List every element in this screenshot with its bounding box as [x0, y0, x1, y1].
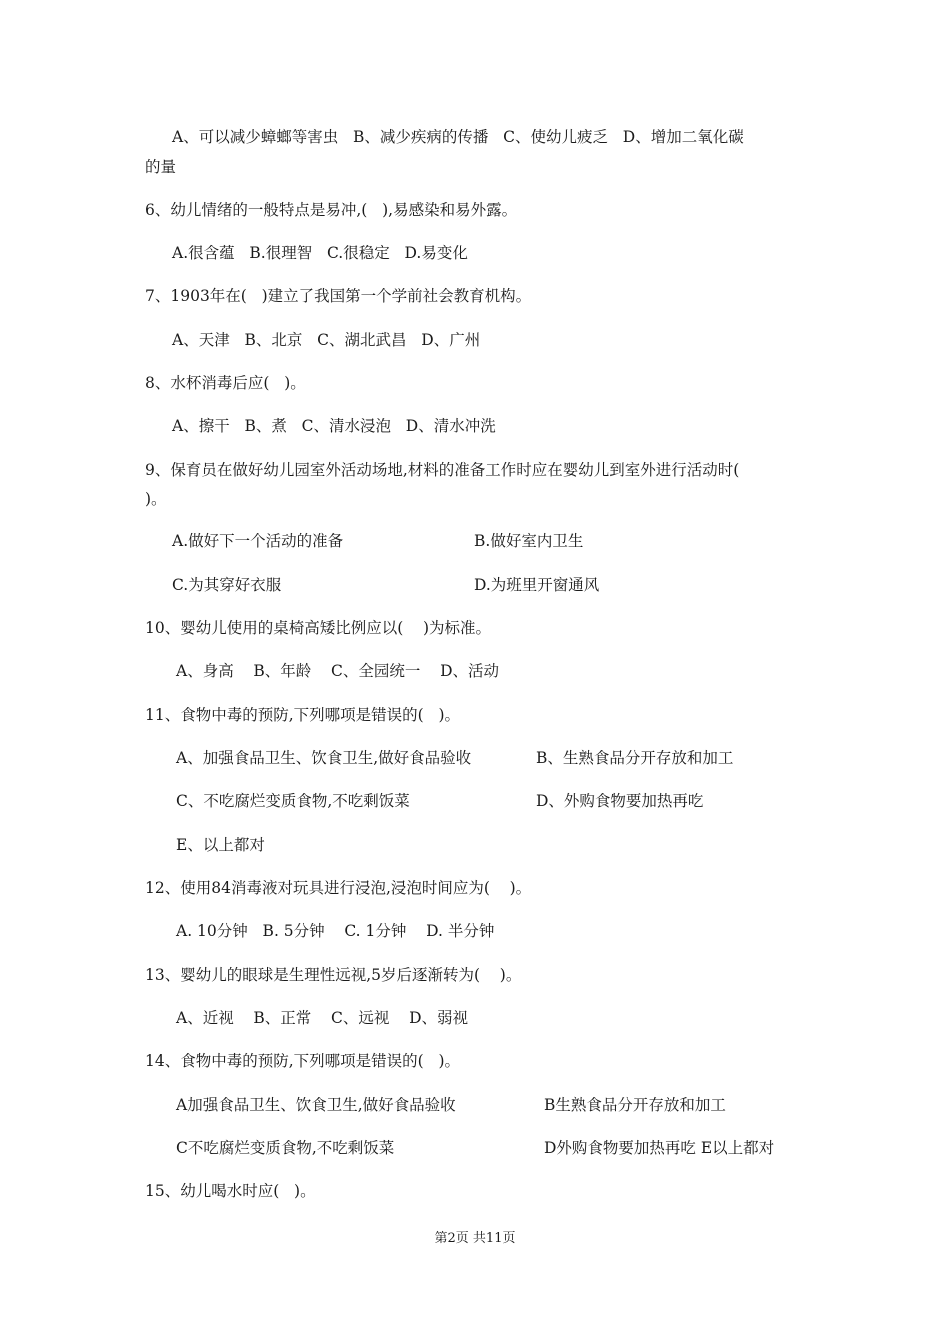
q11-option-b: B、生熟食品分开存放和加工	[536, 749, 734, 767]
q9-option-b: B.做好室内卫生	[474, 532, 584, 550]
q5-options-wrap: 的量	[145, 158, 177, 176]
q9-stem: 9、保育员在做好幼儿园室外活动场地,材料的准备工作时应在婴幼儿到室外进行活动时(	[145, 461, 740, 479]
q12-stem: 12、使用84消毒液对玩具进行浸泡,浸泡时间应为( )。	[145, 879, 532, 897]
q7-options: A、天津 B、北京 C、湖北武昌 D、广州	[172, 331, 481, 349]
q9-stem-wrap: )。	[145, 490, 167, 508]
q9-option-c: C.为其穿好衣服	[172, 576, 282, 594]
q14-option-b: B生熟食品分开存放和加工	[544, 1096, 726, 1114]
q15-stem: 15、幼儿喝水时应( )。	[145, 1182, 316, 1200]
q14-option-a: A加强食品卫生、饮食卫生,做好食品验收	[176, 1096, 456, 1114]
q9-option-a: A.做好下一个活动的准备	[172, 532, 344, 550]
q11-option-d: D、外购食物要加热再吃	[536, 792, 704, 810]
q8-options: A、擦干 B、煮 C、清水浸泡 D、清水冲洗	[172, 417, 496, 435]
page-footer: 第2页 共11页	[434, 1231, 516, 1246]
q8-stem: 8、水杯消毒后应( )。	[145, 374, 306, 392]
q6-options: A.很含蕴 B.很理智 C.很稳定 D.易变化	[172, 244, 468, 262]
q11-stem: 11、食物中毒的预防,下列哪项是错误的( )。	[145, 706, 461, 724]
q5-options-line: A、可以减少蟑螂等害虫 B、减少疾病的传播 C、使幼儿疲乏 D、增加二氧化碳	[172, 128, 744, 146]
q10-options: A、身高 B、年龄 C、全园统一 D、活动	[176, 662, 499, 680]
q13-options: A、近视 B、正常 C、远视 D、弱视	[176, 1009, 468, 1027]
q13-stem: 13、婴幼儿的眼球是生理性远视,5岁后逐渐转为( )。	[145, 966, 522, 984]
q14-stem: 14、食物中毒的预防,下列哪项是错误的( )。	[145, 1052, 461, 1070]
q14-option-de: D外购食物要加热再吃 E以上都对	[544, 1139, 775, 1157]
q11-option-a: A、加强食品卫生、饮食卫生,做好食品验收	[176, 749, 472, 767]
q10-stem: 10、婴幼儿使用的桌椅高矮比例应以( )为标准。	[145, 619, 492, 637]
q7-stem: 7、1903年在( )建立了我国第一个学前社会教育机构。	[145, 287, 532, 305]
q6-stem: 6、幼儿情绪的一般特点是易冲,( ),易感染和易外露。	[145, 201, 518, 219]
q11-option-c: C、不吃腐烂变质食物,不吃剩饭菜	[176, 792, 410, 810]
q11-option-e: E、以上都对	[176, 836, 265, 854]
q12-options: A. 10分钟 B. 5分钟 C. 1分钟 D. 半分钟	[176, 922, 495, 940]
q9-option-d: D.为班里开窗通风	[474, 576, 600, 594]
q14-option-c: C不吃腐烂变质食物,不吃剩饭菜	[176, 1139, 395, 1157]
